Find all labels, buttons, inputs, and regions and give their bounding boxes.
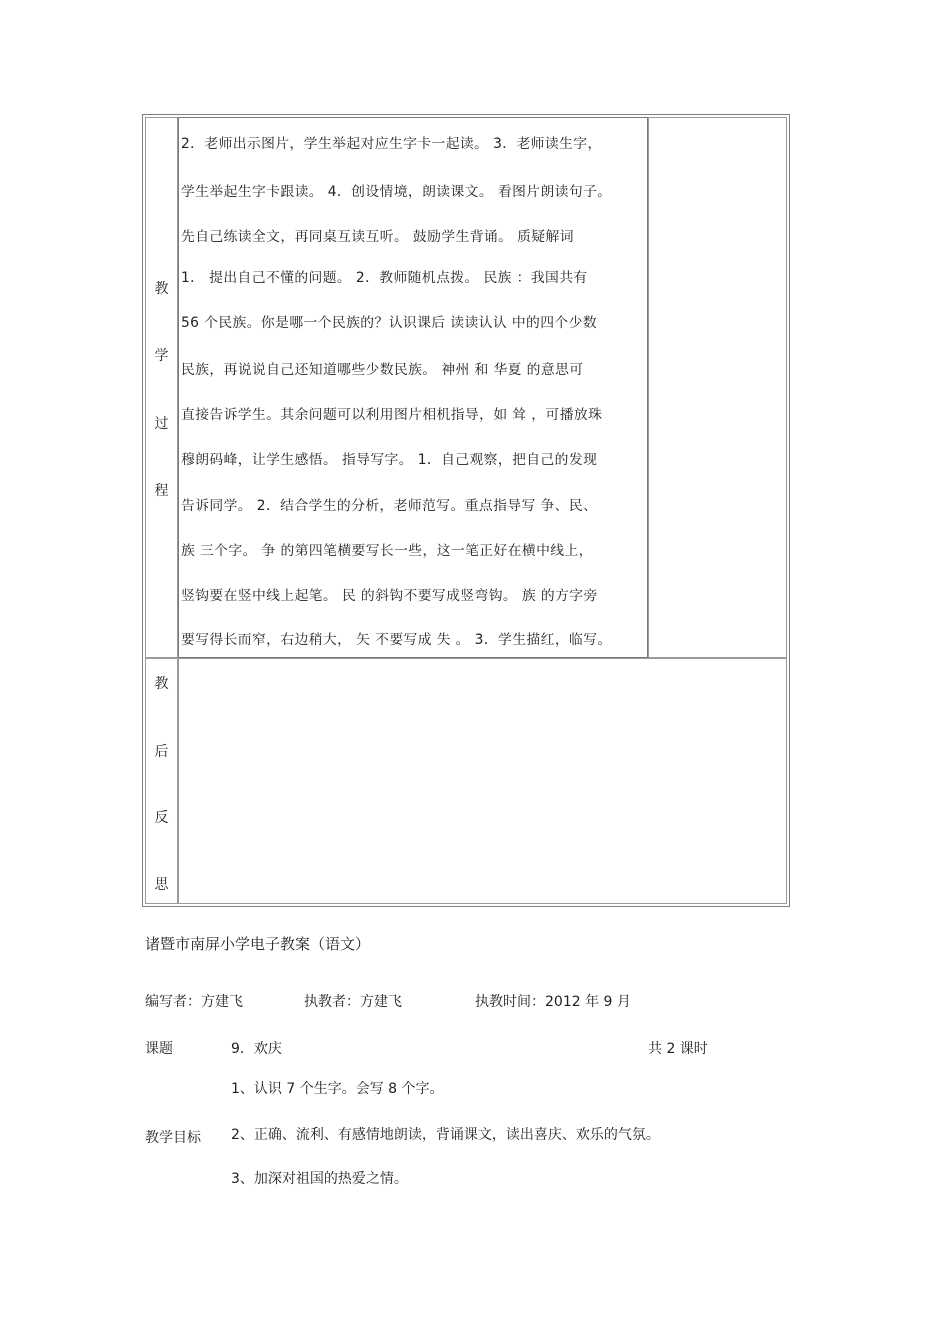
- reflection-label-char: 思: [154, 877, 169, 893]
- process-line: 要写得长而窄，右边稍大， 矢 不要写成 失 。 3．学生描红，临写。: [181, 632, 612, 648]
- goal-item: 2、正确、流利、有感情地朗读，背诵课文，读出喜庆、欢乐的气氛。: [231, 1127, 660, 1143]
- goal-item: 3、加深对祖国的热爱之情。: [231, 1171, 408, 1187]
- reflection-label-char: 后: [154, 744, 169, 760]
- time-label: 执教时间：2012 年 9 月: [475, 994, 631, 1010]
- reflection-content-cell: [178, 658, 787, 904]
- process-line: 1． 提出自己不懂的问题。 2．教师随机点拨。 民族 ：我国共有: [181, 270, 588, 286]
- goal-item: 1、认识 7 个生字。会写 8 个字。: [231, 1081, 444, 1097]
- process-line: 竖钩要在竖中线上起笔。 民 的斜钩不要写成竖弯钩。 族 的方字旁: [181, 588, 598, 604]
- process-line: 2．老师出示图片，学生举起对应生字卡一起读。 3．老师读生字，: [181, 136, 602, 152]
- process-line: 族 三个字。 争 的第四笔横要写长一些，这一笔正好在横中线上，: [181, 543, 593, 559]
- lesson-table: [142, 114, 790, 907]
- process-line: 民族，再说说自己还知道哪些少数民族。 神州 和 华夏 的意思可: [181, 362, 584, 378]
- lesson-count: 共 2 课时: [648, 1041, 708, 1057]
- process-label-char: 过: [154, 416, 169, 432]
- process-line: 告诉同学。 2．结合学生的分析，老师范写。重点指导写 争、民、: [181, 498, 598, 514]
- process-label-char: 教: [154, 281, 169, 297]
- author-label: 编写者：方建飞: [145, 994, 243, 1010]
- process-label-char: 程: [154, 483, 169, 499]
- doc-title: 诸暨市南屏小学电子教案（语文）: [145, 935, 371, 953]
- process-content-cell: [178, 117, 648, 658]
- process-line: 学生举起生字卡跟读。 4．创设情境，朗读课文。 看图片朗读句子。: [181, 184, 612, 200]
- notes-cell: [648, 117, 787, 658]
- process-label-cell: [145, 117, 178, 658]
- reflection-label-char: 教: [154, 676, 169, 692]
- process-line: 穆朗码峰，让学生感悟。 指导写字。 1．自己观察，把自己的发现: [181, 452, 598, 468]
- lesson-title: 9．欢庆: [231, 1041, 282, 1057]
- executor-label: 执教者：方建飞: [304, 994, 402, 1010]
- reflection-label-cell: [145, 658, 178, 904]
- process-line: 直接告诉学生。其余问题可以利用图片相机指导，如 耸 ，可播放珠: [181, 407, 603, 423]
- goals-label: 教学目标: [145, 1130, 201, 1146]
- process-line: 先自己练读全文，再同桌互读互听。 鼓励学生背诵。 质疑解词: [181, 229, 574, 245]
- process-line: 56 个民族。你是哪一个民族的？认识课后 读读认认 中的四个少数: [181, 315, 598, 331]
- reflection-label-char: 反: [154, 810, 169, 826]
- lesson-label: 课题: [145, 1041, 173, 1057]
- process-label-char: 学: [154, 348, 169, 364]
